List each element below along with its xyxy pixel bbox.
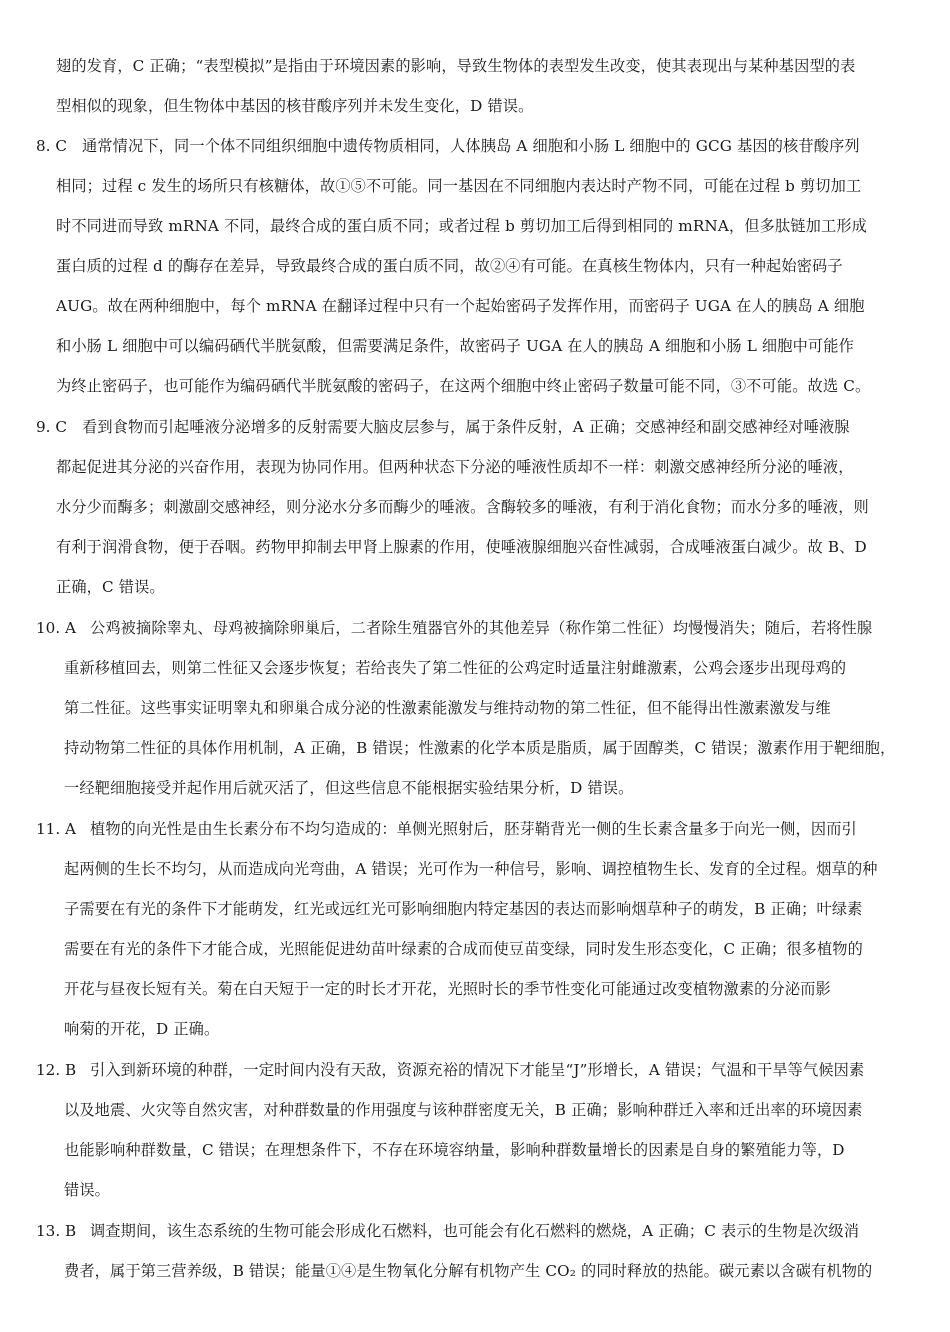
item9-line-2: 都起促进其分泌的兴奋作用，表现为协同作用。但两种状态下分泌的唾液性质却不一样：刺激交感神经所分泌的唾液，: [56, 458, 854, 476]
item8-line-2: 相同；过程 c 发生的场所只有核糖体，故①⑤不可能。同一基因在不同细胞内表达时产物不同，可能在过程 b 剪切加工: [56, 177, 862, 195]
item10-label: 10. A: [36, 619, 76, 637]
item8-label: 8. C: [36, 137, 67, 155]
item8-line-6: 和小肠 L 细胞中可以编码硒代半胱氨酸，但需要满足条件，故密码子 UGA 在人的胰岛 A 细胞和小肠 L 细胞中可能作: [56, 337, 854, 355]
item12-line-1: 引入到新环境的种群，一定时间内没有天敌，资源充裕的情况下才能呈“J”形增长，A 错误；气温和干旱等气候因素: [90, 1061, 865, 1079]
item7-line-1: 翅的发育，C 正确；“表型模拟”是指由于环境因素的影响，导致生物体的表型发生改变，使其表现出与某种基因型的表: [56, 57, 856, 75]
item11-line-2: 起两侧的生长不均匀，从而造成向光弯曲，A 错误；光可作为一种信号，影响、调控植物生长、发育的全过程。烟草的种: [64, 860, 878, 878]
item8-line-3: 时不同进而导致 mRNA 不同，最终合成的蛋白质不同；或者过程 b 剪切加工后得到相同的 mRNA，但多肽链加工形成: [56, 217, 867, 235]
item8-line-7: 为终止密码子，也可能作为编码硒代半胱氨酸的密码子，在这两个细胞中终止密码子数量可能不同，③不可能。故选 C。: [56, 377, 871, 395]
item11-line-4: 需要在有光的条件下才能合成，光照能促进幼苗叶绿素的合成而使豆苗变绿，同时发生形态变化，C 正确；很多植物的: [64, 940, 863, 958]
item9-line-4: 有利于润滑食物，便于吞咽。药物甲抑制去甲肾上腺素的作用，使唾液腺细胞兴奋性减弱，合成唾液蛋白减少。故 B、D: [56, 538, 867, 556]
item13-line-2: 费者，属于第三营养级，B 错误；能量①④是生物氧化分解有机物产生 CO₂ 的同时释放的热能。碳元素以含碳有机物的: [64, 1262, 873, 1280]
item12-line-4: 错误。: [64, 1181, 111, 1199]
item11-line-3: 子需要在有光的条件下才能萌发，红光或远红光可影响细胞内特定基因的表达而影响烟草种子的萌发，B 正确；叶绿素: [64, 900, 863, 918]
item12-line-2: 以及地震、火灾等自然灾害，对种群数量的作用强度与该种群密度无关，B 正确；影响种群迁入率和迁出率的环境因素: [64, 1101, 863, 1119]
item12-line-3: 也能影响种群数量，C 错误；在理想条件下，不存在环境容纳量，影响种群数量增长的因素是自身的繁殖能力等，D: [64, 1141, 845, 1159]
item10-line-1: 公鸡被摘除睾丸、母鸡被摘除卵巢后，二者除生殖器官外的其他差异（称作第二性征）均慢慢消失；随后，若将性腺: [90, 619, 873, 637]
item7-line-2: 型相似的现象，但生物体中基因的核苷酸序列并未发生变化，D 错误。: [56, 97, 534, 115]
item11-line-6: 响菊的开花，D 正确。: [64, 1020, 220, 1038]
item9-line-5: 正确，C 错误。: [56, 578, 165, 596]
item13-line-1: 调查期间，该生态系统的生物可能会形成化石燃料，也可能会有化石燃料的燃烧，A 正确；C 表示的生物是次级消: [90, 1222, 860, 1240]
item12-label: 12. B: [36, 1061, 77, 1079]
item10-line-4: 持动物第二性征的具体作用机制，A 正确，B 错误；性激素的化学本质是脂质，属于固醇类，C 错误；激素作用于靶细胞，: [64, 739, 896, 757]
item11-label: 11. A: [36, 820, 76, 838]
item11-line-5: 开花与昼夜长短有关。菊在白天短于一定的时长才开花，光照时长的季节性变化可能通过改变植物激素的分泌而影: [64, 980, 831, 998]
item10-line-2: 重新移植回去，则第二性征又会逐步恢复；若给丧失了第二性征的公鸡定时适量注射雌激素，公鸡会逐步出现母鸡的: [64, 659, 847, 677]
item8-line-5: AUG。故在两种细胞中，每个 mRNA 在翻译过程中只有一个起始密码子发挥作用，而密码子 UGA 在人的胰岛 A 细胞: [56, 297, 865, 315]
item13-label: 13. B: [36, 1222, 77, 1240]
item9-line-1: 看到食物而引起唾液分泌增多的反射需要大脑皮层参与，属于条件反射，A 正确；交感神经和副交感神经对唾液腺: [82, 418, 850, 436]
item10-line-5: 一经靶细胞接受并起作用后就灭活了，但这些信息不能根据实验结果分析，D 错误。: [64, 779, 634, 797]
item9-label: 9. C: [36, 418, 67, 436]
item9-line-3: 水分少而酶多；刺激副交感神经，则分泌水分多而酶少的唾液。含酶较多的唾液，有利于消化食物；而水分多的唾液，则: [56, 498, 869, 516]
item8-line-4: 蛋白质的过程 d 的酶存在差异，导致最终合成的蛋白质不同，故②④有可能。在真核生物体内，只有一种起始密码子: [56, 257, 843, 275]
item8-line-1: 通常情况下，同一个体不同组织细胞中遗传物质相同，人体胰岛 A 细胞和小肠 L 细胞中的 GCG 基因的核苷酸序列: [82, 137, 860, 155]
item11-line-1: 植物的向光性是由生长素分布不均匀造成的：单侧光照射后，胚芽鞘背光一侧的生长素含量多于向光一侧，因而引: [90, 820, 857, 838]
item10-line-3: 第二性征。这些事实证明睾丸和卵巢合成分泌的性激素能激发与维持动物的第二性征，但不能得出性激素激发与维: [64, 699, 831, 717]
